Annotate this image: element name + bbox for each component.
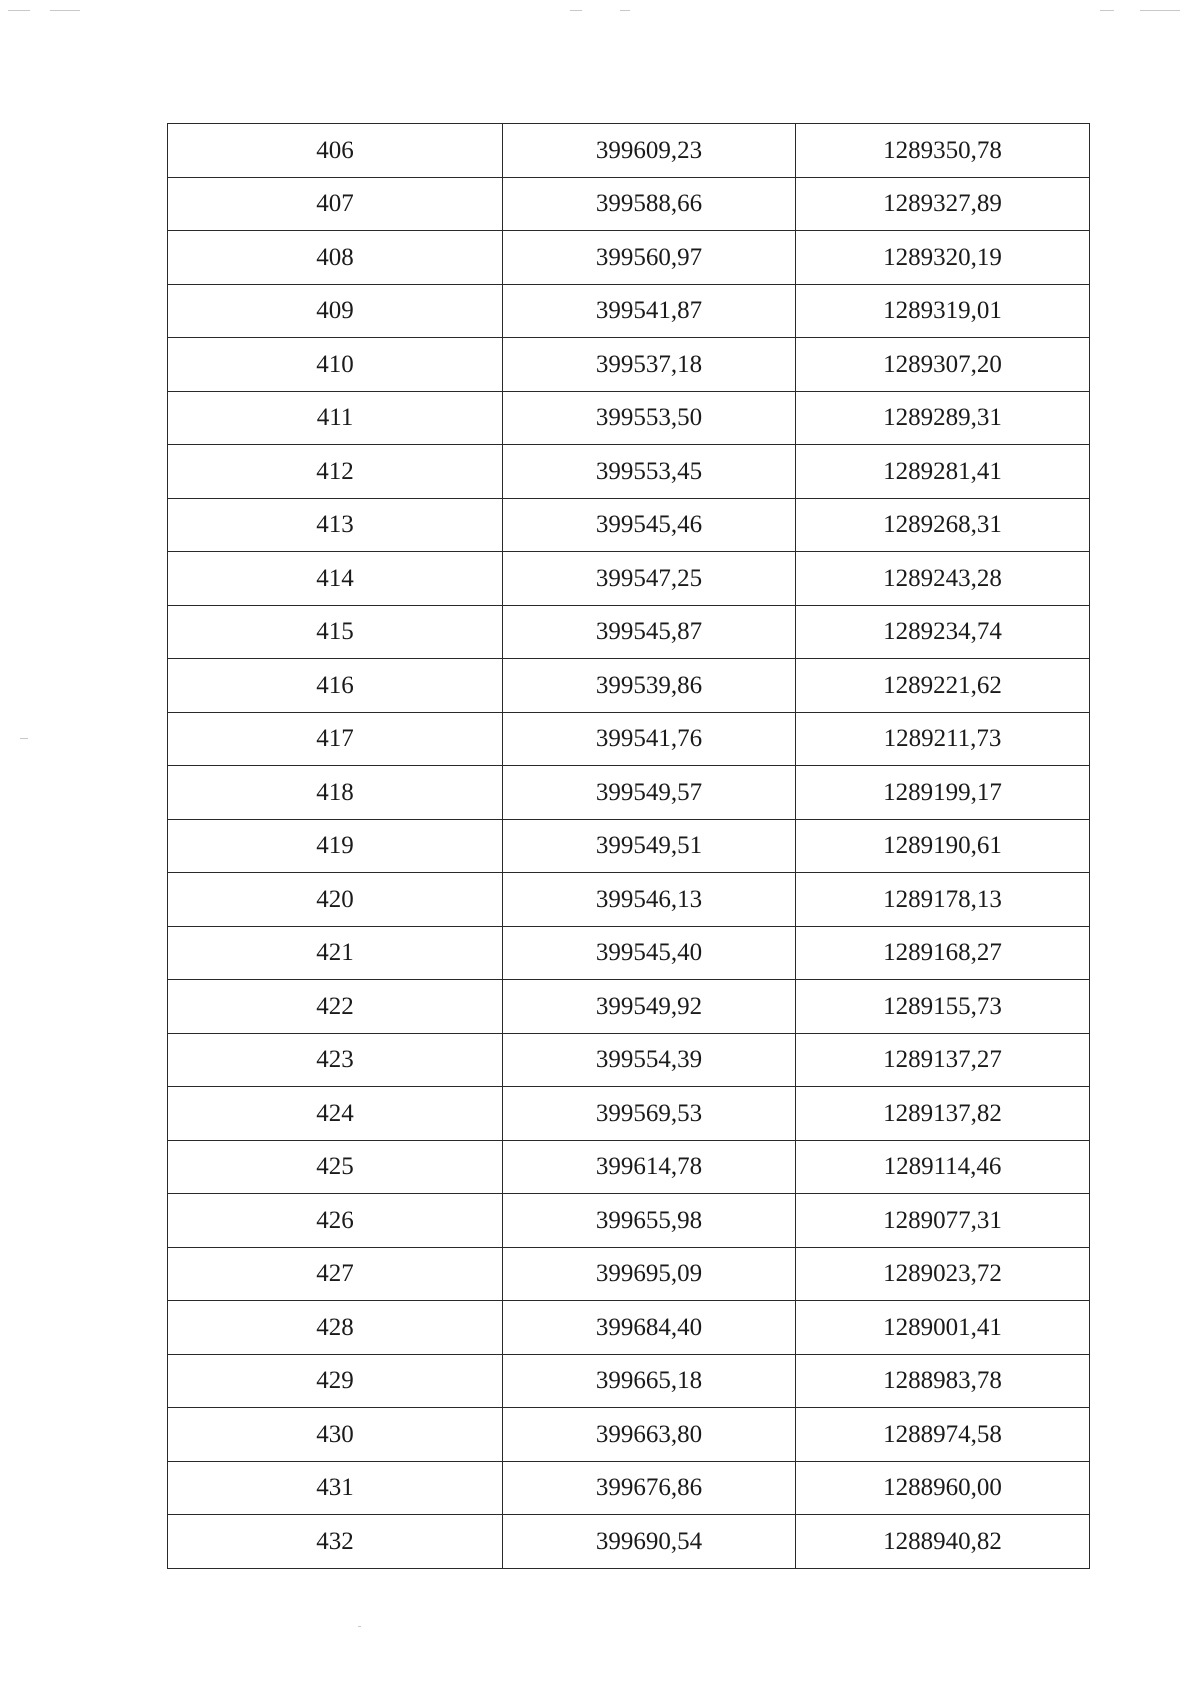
scan-speck (20, 738, 28, 739)
point-number-cell: 411 (168, 391, 503, 445)
x-coordinate-cell: 399553,50 (503, 391, 796, 445)
table-row (168, 980, 1090, 1034)
table-row (168, 1515, 1090, 1569)
x-coordinate-cell: 399545,46 (503, 498, 796, 552)
x-coordinate-cell: 399541,76 (503, 712, 796, 766)
y-coordinate-cell: 1289155,73 (796, 980, 1090, 1034)
point-number-cell: 415 (168, 605, 503, 659)
y-coordinate-cell: 1289320,19 (796, 231, 1090, 285)
point-number-cell: 413 (168, 498, 503, 552)
y-coordinate-cell: 1289234,74 (796, 605, 1090, 659)
table-row (168, 124, 1090, 178)
x-coordinate-cell: 399609,23 (503, 124, 796, 178)
table-row (168, 284, 1090, 338)
y-coordinate-cell: 1289001,41 (796, 1301, 1090, 1355)
point-number-cell: 417 (168, 712, 503, 766)
point-number-cell: 430 (168, 1408, 503, 1462)
point-number-cell: 414 (168, 552, 503, 606)
y-coordinate-cell: 1288940,82 (796, 1515, 1090, 1569)
y-coordinate-cell: 1289211,73 (796, 712, 1090, 766)
table-row (168, 712, 1090, 766)
x-coordinate-cell: 399665,18 (503, 1354, 796, 1408)
y-coordinate-cell: 1289281,41 (796, 445, 1090, 499)
table-row (168, 498, 1090, 552)
x-coordinate-cell: 399690,54 (503, 1515, 796, 1569)
x-coordinate-cell: 399549,92 (503, 980, 796, 1034)
point-number-cell: 425 (168, 1140, 503, 1194)
x-coordinate-cell: 399545,40 (503, 926, 796, 980)
x-coordinate-cell: 399684,40 (503, 1301, 796, 1355)
point-number-cell: 422 (168, 980, 503, 1034)
x-coordinate-cell: 399537,18 (503, 338, 796, 392)
point-number-cell: 408 (168, 231, 503, 285)
scan-speck (1100, 10, 1114, 11)
table-row (168, 605, 1090, 659)
x-coordinate-cell: 399588,66 (503, 177, 796, 231)
x-coordinate-cell: 399676,86 (503, 1461, 796, 1515)
y-coordinate-cell: 1289243,28 (796, 552, 1090, 606)
x-coordinate-cell: 399695,09 (503, 1247, 796, 1301)
table-row (168, 1194, 1090, 1248)
point-number-cell: 406 (168, 124, 503, 178)
y-coordinate-cell: 1289327,89 (796, 177, 1090, 231)
x-coordinate-cell: 399539,86 (503, 659, 796, 713)
y-coordinate-cell: 1289168,27 (796, 926, 1090, 980)
y-coordinate-cell: 1289077,31 (796, 1194, 1090, 1248)
y-coordinate-cell: 1289137,27 (796, 1033, 1090, 1087)
point-number-cell: 412 (168, 445, 503, 499)
point-number-cell: 423 (168, 1033, 503, 1087)
y-coordinate-cell: 1288983,78 (796, 1354, 1090, 1408)
y-coordinate-cell: 1289350,78 (796, 124, 1090, 178)
table-row (168, 1301, 1090, 1355)
point-number-cell: 431 (168, 1461, 503, 1515)
x-coordinate-cell: 399547,25 (503, 552, 796, 606)
y-coordinate-cell: 1288960,00 (796, 1461, 1090, 1515)
table-row (168, 552, 1090, 606)
table-row (168, 1033, 1090, 1087)
table-row (168, 1247, 1090, 1301)
table-row (168, 766, 1090, 820)
x-coordinate-cell: 399545,87 (503, 605, 796, 659)
point-number-cell: 419 (168, 819, 503, 873)
y-coordinate-cell: 1288974,58 (796, 1408, 1090, 1462)
point-number-cell: 420 (168, 873, 503, 927)
table-row (168, 873, 1090, 927)
y-coordinate-cell: 1289199,17 (796, 766, 1090, 820)
table-row (168, 1354, 1090, 1408)
scan-speck (1140, 10, 1180, 11)
table-row (168, 1087, 1090, 1141)
point-number-cell: 418 (168, 766, 503, 820)
y-coordinate-cell: 1289307,20 (796, 338, 1090, 392)
coordinates-table (167, 123, 1090, 1569)
y-coordinate-cell: 1289190,61 (796, 819, 1090, 873)
x-coordinate-cell: 399546,13 (503, 873, 796, 927)
table-row (168, 1140, 1090, 1194)
y-coordinate-cell: 1289023,72 (796, 1247, 1090, 1301)
table-row (168, 926, 1090, 980)
point-number-cell: 432 (168, 1515, 503, 1569)
table-row (168, 1461, 1090, 1515)
y-coordinate-cell: 1289268,31 (796, 498, 1090, 552)
x-coordinate-cell: 399549,51 (503, 819, 796, 873)
table-row (168, 231, 1090, 285)
point-number-cell: 429 (168, 1354, 503, 1408)
point-number-cell: 416 (168, 659, 503, 713)
point-number-cell: 426 (168, 1194, 503, 1248)
table-row (168, 177, 1090, 231)
scan-speck (50, 10, 80, 11)
y-coordinate-cell: 1289178,13 (796, 873, 1090, 927)
point-number-cell: 428 (168, 1301, 503, 1355)
table-row (168, 1408, 1090, 1462)
scan-speck (620, 10, 630, 11)
x-coordinate-cell: 399663,80 (503, 1408, 796, 1462)
table-row (168, 338, 1090, 392)
x-coordinate-cell: 399553,45 (503, 445, 796, 499)
point-number-cell: 424 (168, 1087, 503, 1141)
scan-speck (8, 10, 30, 11)
x-coordinate-cell: 399560,97 (503, 231, 796, 285)
table-row (168, 659, 1090, 713)
x-coordinate-cell: 399569,53 (503, 1087, 796, 1141)
coordinates-table-body (168, 124, 1090, 1569)
scan-speck (570, 10, 582, 11)
y-coordinate-cell: 1289137,82 (796, 1087, 1090, 1141)
point-number-cell: 410 (168, 338, 503, 392)
point-number-cell: 421 (168, 926, 503, 980)
x-coordinate-cell: 399614,78 (503, 1140, 796, 1194)
table-row (168, 445, 1090, 499)
x-coordinate-cell: 399655,98 (503, 1194, 796, 1248)
point-number-cell: 409 (168, 284, 503, 338)
y-coordinate-cell: 1289319,01 (796, 284, 1090, 338)
y-coordinate-cell: 1289221,62 (796, 659, 1090, 713)
point-number-cell: 427 (168, 1247, 503, 1301)
table-row (168, 819, 1090, 873)
x-coordinate-cell: 399541,87 (503, 284, 796, 338)
y-coordinate-cell: 1289114,46 (796, 1140, 1090, 1194)
point-number-cell: 407 (168, 177, 503, 231)
scan-speck (358, 1626, 361, 1627)
x-coordinate-cell: 399549,57 (503, 766, 796, 820)
y-coordinate-cell: 1289289,31 (796, 391, 1090, 445)
table-row (168, 391, 1090, 445)
x-coordinate-cell: 399554,39 (503, 1033, 796, 1087)
